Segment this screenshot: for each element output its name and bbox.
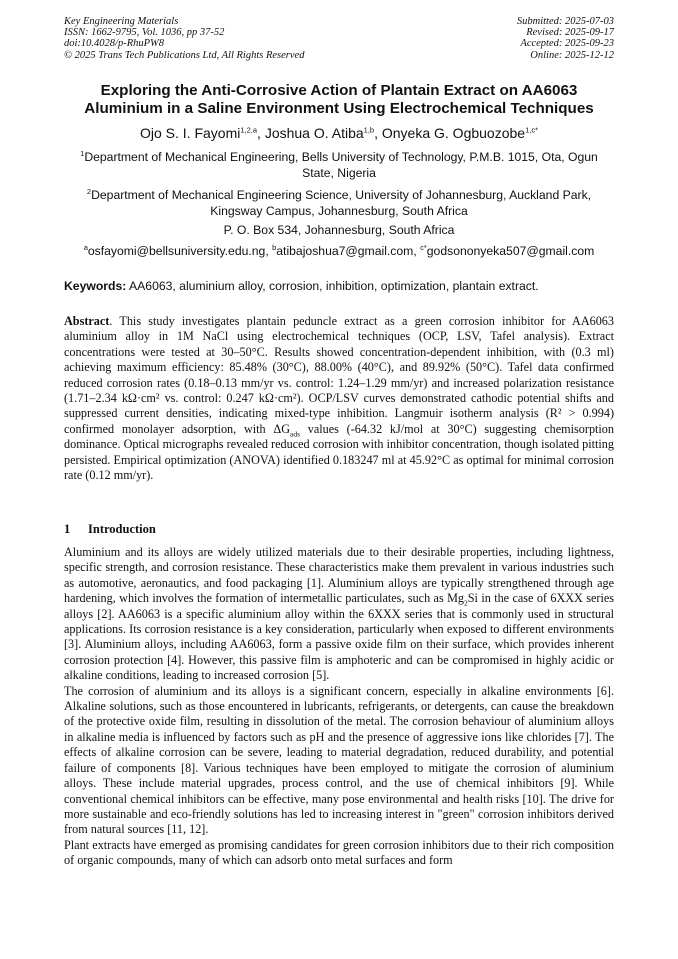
keywords [64,278,614,294]
email-sup: b [272,242,277,252]
keywords-text: AA6063, aluminium alloy, corrosion, inhibition, optimization, plantain extract. [129,279,539,293]
introduction-body [64,545,614,869]
paragraph-text: Si in the case of 6XXX series alloys [2]. AA6063 is a specific aluminium alloy within the 6XXX series that is commonly used in structural applications. Its corrosion resistance is a key consideration, particularly when exposed to different environments [3]. Aluminium alloys, including AA6063, form a passive oxide film on their surface, which provides inherent corrosion protection [4]. However, this passive film is amphoteric and can be compromised in highly acidic or alkaline conditions, leading to increased corrosion [5]. [64,591,614,683]
keywords-label: Keywords: [64,279,127,293]
affiliation-2 [64,187,614,219]
online-date: Online: 2025-12-12 [530,49,614,61]
revised-date: Revised: 2025-09-17 [526,27,614,39]
paragraph: The corrosion of aluminium and its alloys is a significant concern, especially in alkaline environments [6]. Alkaline solutions, such as those encountered in lubricants, refrigerants, or detergents, can cause the breakdown of the protective oxide film, resulting in dissolution of the metal. The corrosion behaviour of aluminium alloys in alkaline media is influenced by factors such as pH and the presence of aggressive ions like chlorides [7]. The effects of alkaline corrosion can be severe, leading to material degradation, reduced durability, and potential failure of components [8]. Various techniques have been employed to mitigate the corrosion of aluminium alloys. These include material upgrades, process control, and the use of chemical inhibitors [9]. While conventional chemical inhibitors can be effective, many pose environmental and health risks [10]. The drive for more sustainable and eco-friendly solutions has led to increasing interest in "green" corrosion inhibitors derived from natural sources [11, 12]. [64,683,614,837]
email-list: $^a$osfayomi@bellsuniversity.edu.ng, $^b$atibajoshua7@gmail.com, $^{c*}$godsononyeka507@gmail.com [83,242,595,258]
author-list: Ojo S. I. Fayomi$^{1,2,a}$, Joshua O. Atiba$^{1,b}$, Onyeka G. Ogbuozobe$^{1,c*}$ [139,125,539,141]
abstract-text: values (-64.32 kJ/mol at 30°C) suggesting chemisorption dominance. Optical micrographs revealed reduced corrosion with inhibitor concentration, though isolated pitting persisted. Empirical optimization (ANOVA) identified 0.183247 ml at 45.92°C as optimal for minimal corrosion rate (0.12 mm/yr). [64,421,614,483]
author-name: Joshua O. Atiba [264,125,364,141]
section-number: 1 [64,522,71,536]
email-link[interactable]: osfayomi@bellsuniversity.edu.ng [87,244,266,258]
copyright: © 2025 Trans Tech Publications Ltd, All Rights Reserved [64,49,305,61]
submitted-date: Submitted: 2025-07-03 [516,16,614,27]
email-link[interactable]: atibajoshua7@gmail.com [276,244,414,258]
journal-name: Key Engineering Materials [64,16,179,27]
journal-info [64,16,304,61]
email-sup: c* [420,242,427,252]
abstract-text: . This study investigates plantain peduncle extract as a green corrosion inhibitor for AA6063 aluminium alloy in 1M NaCl using electrochemical techniques (OCP, LSV, Tafel analysis). Extract concentrations were tested at 30–50°C. Results showed concentration-dependent inhibition, with (0.3 ml) achieving maximum efficiency: 85.48% (30°C), 88.00% (40°C), and 89.92% (50°C). Tafel data confirmed reduced corrosion rates (0.18–0.13 mm/yr vs. control: 1.24–1.29 mm/yr) and increased polarization resistance (1.71–2.34 kΩ·cm² vs. control: 0.247 kΩ·cm²). OCP/LSV curves demonstrated cathodic potential shifts and suppressed current densities, indicating mixed-type inhibition. Langmuir isotherm analysis (R² > 0.994) confirmed monolayer adsorption, with ΔG [64,314,614,436]
author-name: Ojo S. I. Fayomi [139,125,241,141]
author-affil-sup: 1,c* [525,125,539,135]
publication-dates [517,16,614,61]
paragraph-text: Aluminium and its alloys are widely utilized materials due to their desirable properties, including lightness, specific strength, and corrosion resistance. These characteristics make them prevalent in various industries such as automotive, aeronautics, and food packaging [1]. Aluminium alloys are typically strengthened through age hardening, which involves the formation of intermetallic particulates, such as Mg [64,545,614,606]
paragraph: Plant extracts have emerged as promising candidates for green corrosion inhibitors due to their rich composition of organic compounds, many of which can adsorb onto metal surfaces and form [64,837,614,868]
subscript: 2 [464,598,468,608]
title-line-1: Exploring the Anti-Corrosive Action of Plantain Extract on AA6063 [100,82,578,99]
abstract [64,314,614,483]
abstract-subscript: ads [290,429,300,439]
section-heading [64,522,156,537]
issn-volume: ISSN: 1662-9795, Vol. 1036, pp 37-52 [64,27,225,39]
title-line-2: Aluminium in a Saline Environment Using Electrochemical Techniques [84,100,594,117]
section-title: Introduction [88,522,156,536]
paragraph [64,545,614,684]
email-link[interactable]: godsononyeka507@gmail.com [426,244,595,258]
affil-text: Department of Mechanical Engineering, Bells University of Technology, P.M.B. 1015, Ota, Ogun State, Nigeria [84,150,598,180]
affiliation-1 [64,149,614,181]
doi: doi:10.4028/p-RhuPW8 [64,38,165,50]
affil-sup: 2 [86,186,92,196]
author-affil-sup: 1,b [363,125,375,135]
abstract-label: Abstract [64,314,110,328]
email-sup: a [83,242,88,252]
paper-title [50,82,628,118]
affil-sup: 1 [80,148,85,158]
affil-text: Department of Mechanical Engineering Science, University of Johannesburg, Auckland Park, Kingsway Campus, Johannesburg, South Africa [91,188,592,218]
author-affil-sup: 1,2,a [240,125,258,135]
po-box: P. O. Box 534, Johannesburg, South Africa [223,223,455,237]
accepted-date: Accepted: 2025-09-23 [520,38,614,50]
author-name: Onyeka G. Ogbuozobe [381,125,526,141]
